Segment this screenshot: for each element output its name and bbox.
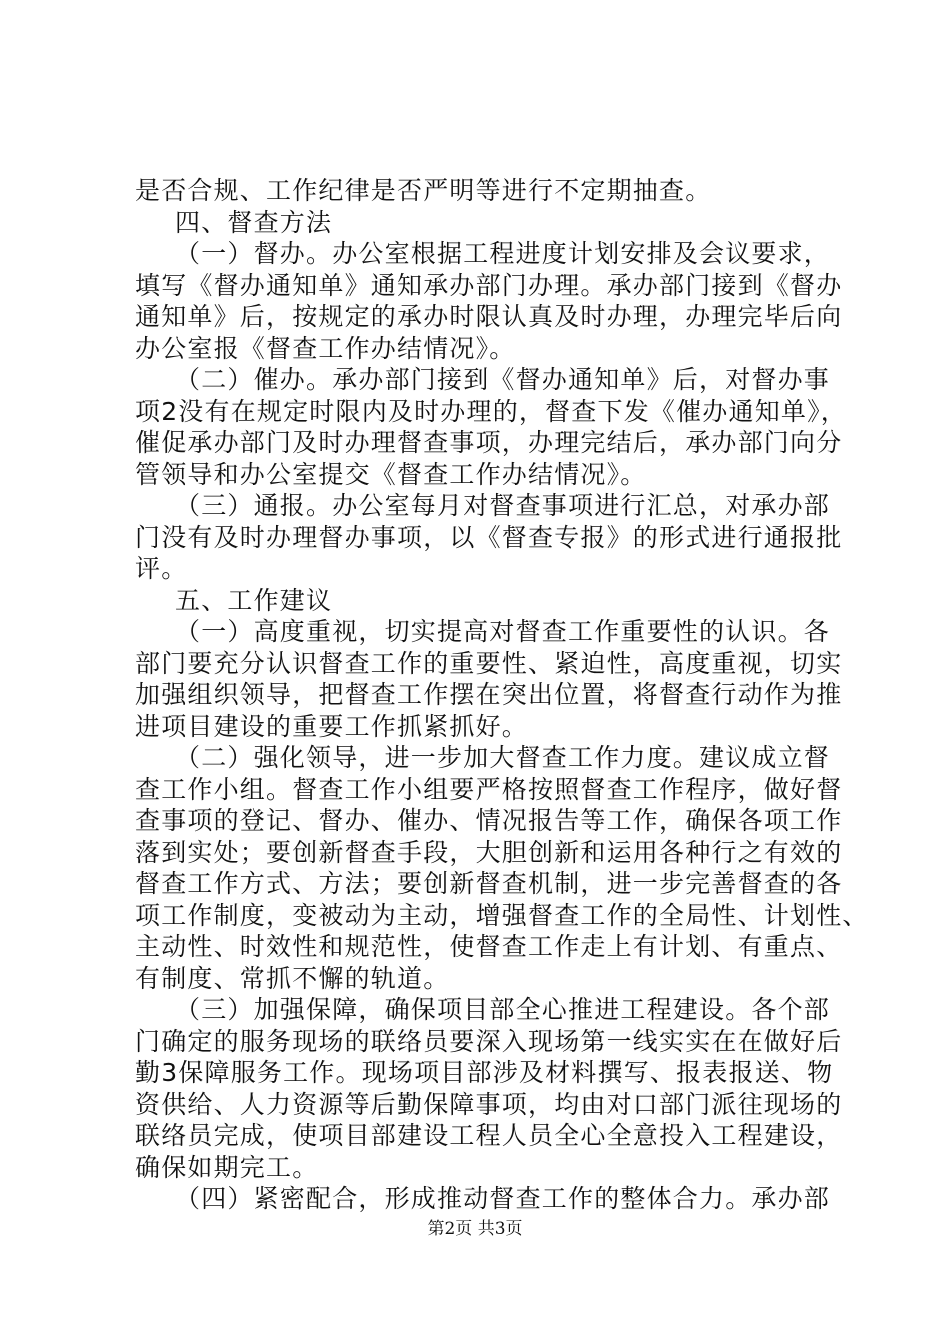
text-line-04: 填写《督办通知单》通知承办部门办理。承办部门接到《督办 — [135, 270, 843, 300]
text-line-05: 通知单》后，按规定的承办时限认真及时办理，办理完毕后向 — [135, 302, 843, 331]
text-line-19: （二）强化领导，进一步加大督查工作力度。建议成立督 — [175, 743, 831, 772]
text-line-16: 部门要充分认识督查工作的重要性、紧迫性，高度重视，切实 — [135, 648, 843, 678]
text-line-17: 加强组织领导，把督查工作摆在突出位置，将督查行动作为推 — [135, 680, 843, 709]
text-line-27: （三）加强保障，确保项目部全心推进工程建设。各个部 — [175, 995, 831, 1024]
text-line-29: 勤3保障服务工作。现场项目部涉及材料撰写、报表报送、物 — [135, 1058, 834, 1087]
section-heading-5: 五、工作建议 — [175, 585, 333, 615]
text-line-08: 项2没有在规定时限内及时办理的，督查下发《催办通知单》， — [135, 396, 848, 426]
text-line-18: 进项目建设的重要工作抓紧抓好。 — [135, 711, 529, 741]
section-heading-4: 四、督查方法 — [175, 207, 333, 237]
text-line-07: （二）催办。承办部门接到《督办通知单》后，对督办事 — [175, 365, 831, 394]
text-line-06: 办公室报《督查工作办结情况》。 — [135, 333, 516, 363]
text-line-23: 督查工作方式、方法；要创新督查机制，进一步完善督查的各 — [135, 869, 843, 898]
text-line-11: （三）通报。办公室每月对督查事项进行汇总，对承办部 — [175, 491, 831, 520]
text-line-13: 评。 — [135, 554, 188, 583]
text-line-20: 查工作小组。督查工作小组要严格按照督查工作程序，做好督 — [135, 774, 843, 804]
text-line-28: 门确定的服务现场的联络员要深入现场第一线实实在在做好后 — [135, 1026, 843, 1056]
text-line-15: （一）高度重视，切实提高对督查工作重要性的认识。各 — [175, 617, 831, 646]
text-line-10: 管领导和办公室提交《督查工作办结情况》。 — [135, 459, 647, 489]
text-line-24: 项工作制度，变被动为主动，增强督查工作的全局性、计划性、 — [135, 900, 869, 930]
text-line-22: 落到实处；要创新督查手段，大胆创新和运用各种行之有效的 — [135, 837, 843, 867]
text-line-25: 主动性、时效性和规范性，使督查工作走上有计划、有重点、 — [135, 932, 843, 961]
text-line-09: 催促承办部门及时办理督查事项，办理完结后，承办部门向分 — [135, 428, 843, 457]
page-number-footer: 第2页 共3页 — [427, 1219, 523, 1239]
text-line-33: （四）紧密配合，形成推动督查工作的整体合力。承办部 — [175, 1184, 831, 1213]
text-line-32: 确保如期完工。 — [135, 1152, 319, 1182]
text-line-26: 有制度、常抓不懈的轨道。 — [135, 963, 450, 993]
text-line-30: 资供给、人力资源等后勤保障事项，均由对口部门派往现场的 — [135, 1089, 843, 1119]
text-line-12: 门没有及时办理督办事项，以《督查专报》的形式进行通报批 — [135, 522, 843, 552]
text-line-31: 联络员完成，使项目部建设工程人员全心全意投入工程建设， — [135, 1121, 843, 1150]
text-line-21: 查事项的登记、督办、催办、情况报告等工作，确保各项工作 — [135, 806, 843, 835]
text-line-03: （一）督办。办公室根据工程进度计划安排及会议要求， — [175, 239, 831, 268]
text-line-01: 是否合规、工作纪律是否严明等进行不定期抽查。 — [135, 176, 712, 205]
